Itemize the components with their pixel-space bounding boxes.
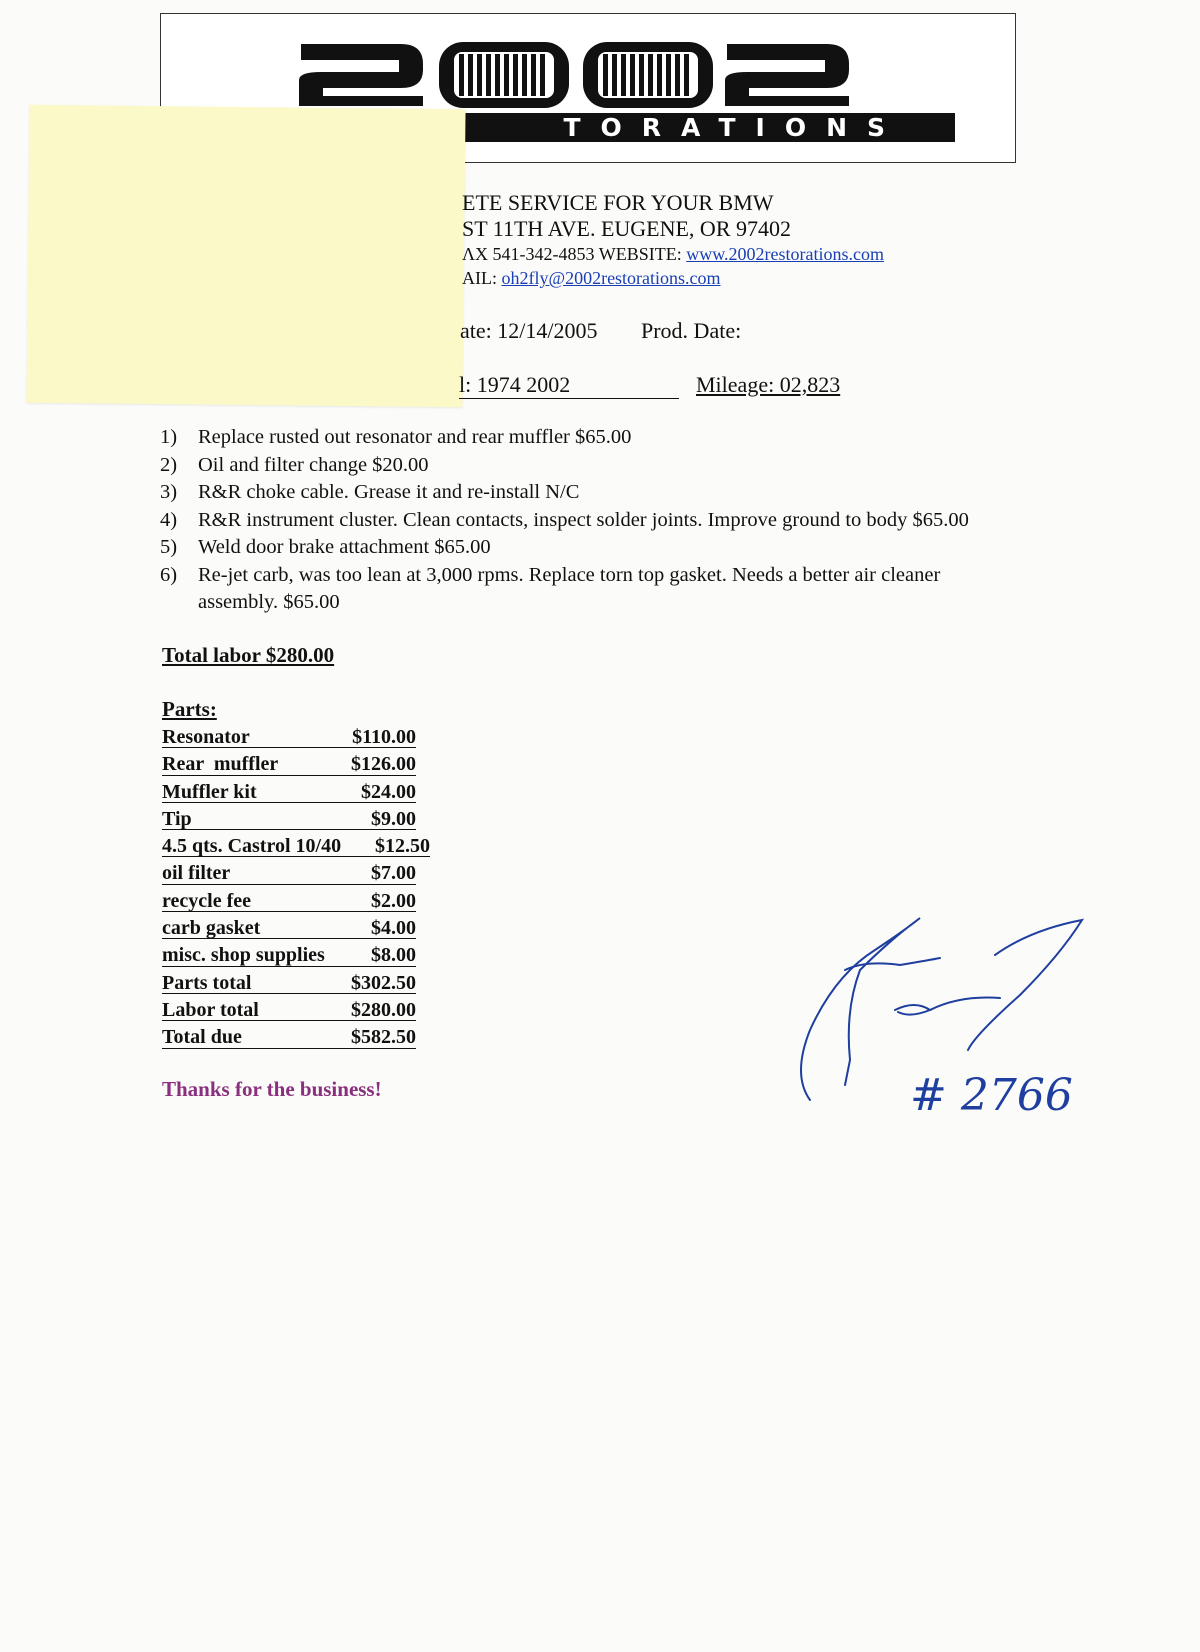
item-text: Weld door brake attachment $65.00 — [198, 536, 491, 558]
part-price: $7.00 — [371, 862, 416, 885]
part-name: misc. shop supplies — [162, 944, 325, 967]
part-price: $8.00 — [371, 944, 416, 967]
part-name: carb gasket — [162, 917, 261, 940]
item-text: Replace rusted out resonator and rear muffler $65.00 — [198, 426, 632, 448]
total-labor: Total labor $280.00 — [162, 643, 335, 667]
part-name: Labor total — [162, 998, 259, 1021]
handwritten-signature — [790, 900, 1150, 1140]
part-price: $4.00 — [371, 917, 416, 940]
part-price: $12.50 — [375, 835, 430, 858]
item-text: R&R instrument cluster. Clean contacts, inspect solder joints. Improve ground to body $65.00 — [198, 508, 969, 531]
part-price: $302.50 — [351, 971, 416, 994]
mileage-field: Mileage: 02,823 — [696, 372, 841, 397]
part-name: 4.5 qts. Castrol 10/40 — [162, 835, 342, 858]
table-row — [162, 942, 416, 969]
item-number: 2) — [160, 453, 178, 476]
list-item — [160, 479, 990, 507]
table-row — [162, 888, 416, 915]
header-address-line: ST 11TH AVE. EUGENE, OR 97402 — [462, 216, 791, 241]
sticky-note — [26, 105, 465, 408]
item-number: 6) — [160, 563, 178, 586]
item-text: Re-jet carb, was too lean at 3,000 rpms. Replace torn top gasket. Needs a better air cleaner assembly. $65.00 — [198, 563, 941, 613]
item-number: 1) — [160, 426, 178, 448]
list-item — [160, 534, 990, 562]
item-text: R&R choke cable. Grease it and re-install N/C — [198, 481, 580, 503]
table-row — [162, 724, 416, 751]
part-name: recycle fee — [162, 889, 251, 912]
part-price: $9.00 — [371, 807, 416, 830]
prod-date-field: Prod. Date: — [641, 318, 742, 343]
email-label: AIL: — [462, 268, 502, 288]
item-number: 4) — [160, 508, 178, 531]
table-row — [162, 833, 430, 860]
part-price: $2.00 — [371, 889, 416, 912]
model-field: l: 1974 2002 — [459, 372, 679, 399]
website-link[interactable]: www.2002restorations.com — [686, 244, 885, 264]
labor-items-list — [160, 424, 990, 617]
item-number: 5) — [160, 536, 178, 558]
date-field: ate: 12/14/2005 — [460, 318, 598, 343]
part-price: $110.00 — [352, 726, 416, 748]
table-row — [162, 860, 416, 887]
table-row — [162, 751, 416, 778]
table-row — [162, 779, 416, 806]
table-row — [162, 1024, 416, 1051]
header-fax-website-line — [462, 244, 884, 265]
part-name: Tip — [162, 807, 192, 830]
list-item — [160, 424, 990, 452]
list-item — [160, 452, 990, 480]
part-price: $126.00 — [351, 753, 416, 776]
thanks-message: Thanks for the business! — [162, 1077, 382, 1101]
part-name: Rear muffler — [162, 753, 279, 776]
part-name: Total due — [162, 1026, 242, 1049]
parts-heading: Parts: — [162, 697, 217, 721]
list-item — [160, 507, 990, 535]
table-row — [162, 997, 416, 1024]
part-name: oil filter — [162, 862, 231, 885]
fax-text: ɅX 541-342-4853 WEBSITE: — [462, 244, 687, 264]
table-row — [162, 970, 416, 997]
signature-number: # 2766 — [910, 1070, 1073, 1121]
part-name: Resonator — [162, 726, 250, 748]
email-link[interactable]: oh2fly@2002restorations.com — [501, 268, 721, 288]
part-price: $24.00 — [361, 780, 416, 803]
parts-table — [162, 724, 430, 1052]
part-price: $280.00 — [351, 998, 416, 1021]
logo-tagline-bar: TORATIONS — [221, 113, 955, 142]
item-text: Oil and filter change $20.00 — [198, 453, 429, 476]
item-number: 3) — [160, 481, 178, 503]
table-row — [162, 806, 416, 833]
list-item — [160, 562, 990, 617]
part-name: Muffler kit — [162, 780, 257, 803]
part-price: $582.50 — [351, 1026, 416, 1049]
table-row — [162, 915, 416, 942]
header-service-line: ETE SERVICE FOR YOUR BMW — [462, 190, 774, 215]
header-email-line — [462, 268, 721, 289]
part-name: Parts total — [162, 971, 252, 994]
